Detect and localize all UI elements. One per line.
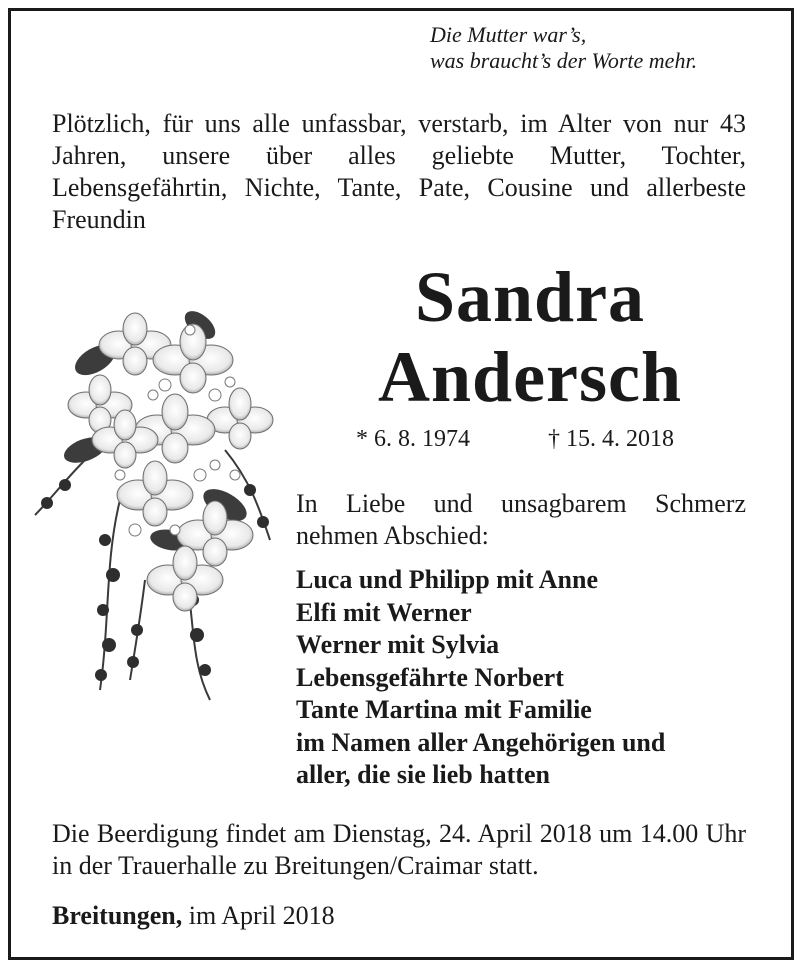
quote-line-2: was braucht’s der Worte mehr. — [430, 48, 698, 73]
quote-line-1: Die Mutter war’s, — [430, 22, 587, 47]
deceased-first-name: Sandra — [414, 257, 646, 337]
signature-date: im April 2018 — [188, 901, 335, 930]
mourners-list — [296, 564, 756, 792]
mourner-line: Lebensgefährte Norbert — [296, 662, 564, 692]
birth-date: * 6. 8. 1974 — [356, 426, 470, 452]
mourner-line: Tante Martina mit Familie — [296, 695, 592, 724]
orchid-bouquet-icon — [25, 300, 285, 710]
signature-place: Breitungen, — [52, 901, 183, 930]
mourner-line: aller, die sie lieb hatten — [296, 760, 550, 789]
mourner-line: im Namen aller Angehörigen und — [296, 727, 666, 757]
death-date: † 15. 4. 2018 — [548, 426, 674, 452]
mourner-line: Luca und Philipp mit Anne — [296, 565, 598, 594]
motto-quote — [430, 22, 697, 74]
deceased-last-name: Andersch — [377, 337, 682, 417]
mourner-line: Elfi mit Werner — [296, 597, 472, 627]
farewell-text: In Liebe und unsagbarem Schmerz nehmen Abschied: — [296, 489, 746, 550]
intro-paragraph: Plötzlich, für uns alle unfassbar, verstarb, im Alter von nur 43 Jahren, unsere über alles geliebte Mutter, Tochter, Lebensgefährtin, Nichte, Tante, Pate, Cousine und allerbeste Freundin — [52, 109, 746, 234]
funeral-info: Die Beerdigung findet am Dienstag, 24. April 2018 um 14.00 Uhr in der Trauerhalle zu Breitungen/Craimar statt. — [52, 819, 746, 880]
mourner-line: Werner mit Sylvia — [296, 630, 500, 659]
signature-line — [52, 900, 335, 932]
